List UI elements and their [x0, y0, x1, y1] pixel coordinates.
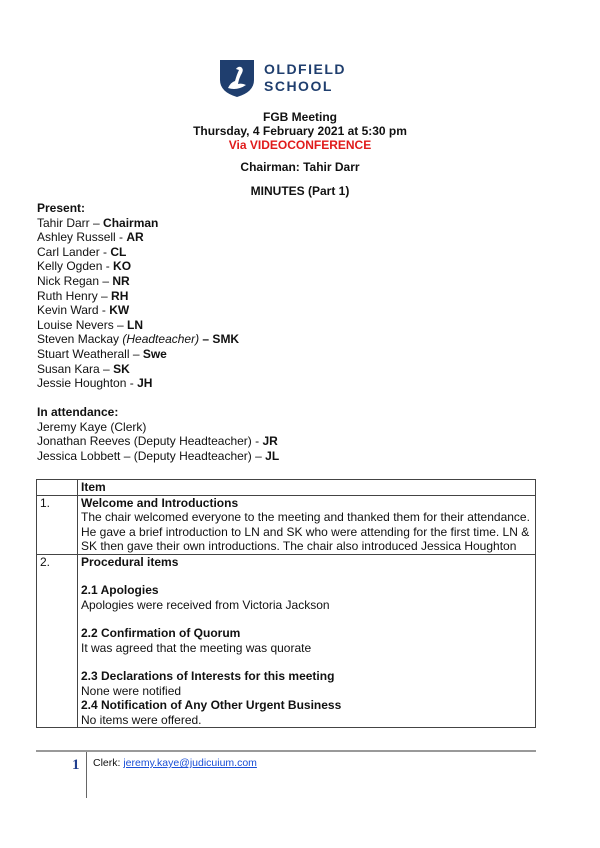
- person-initials: KO: [113, 259, 132, 274]
- attendance-heading: In attendance:: [37, 405, 119, 419]
- clerk-email-link[interactable]: jeremy.kaye@judicuium.com: [123, 757, 257, 769]
- school-logo: [218, 48, 363, 108]
- table-header-row: [37, 480, 536, 496]
- present-person: [37, 274, 239, 289]
- footer-vertical-rule: [86, 752, 87, 798]
- present-person: [37, 332, 239, 347]
- person-name: Stuart Weatherall –: [37, 346, 143, 361]
- person-initials: Chairman: [103, 215, 159, 230]
- person-initials: SK: [113, 361, 130, 376]
- person-name: Susan Kara –: [37, 361, 114, 376]
- person-initials: JH: [137, 376, 153, 391]
- attendee-name: Jessica Lobbett – (Deputy Headteacher) –: [37, 448, 266, 463]
- attendee: [37, 434, 279, 449]
- clerk-label: Clerk:: [93, 757, 124, 769]
- present-person: [37, 245, 239, 260]
- urgent-business-title: 2.4 Notification of Any Other Urgent Business: [81, 698, 342, 712]
- table-row: [37, 554, 536, 728]
- person-initials: Swe: [142, 346, 167, 361]
- apologies-title: 2.1 Apologies: [81, 583, 159, 597]
- item-title: Procedural items: [81, 554, 179, 569]
- swan-shield-icon: [218, 58, 256, 98]
- urgent-business-text: No items were offered.: [81, 712, 202, 727]
- present-list: [37, 201, 239, 391]
- attendee: [37, 420, 279, 435]
- person-initials: NR: [112, 273, 130, 288]
- attendee: [37, 449, 279, 464]
- person-name: Jessie Houghton -: [37, 376, 138, 391]
- declarations-title: 2.3 Declarations of Interests for this meeting: [81, 669, 335, 683]
- attendance-list: [37, 405, 279, 463]
- attendee-initials: JR: [262, 434, 278, 449]
- person-initials: RH: [111, 288, 129, 303]
- footer-divider: [36, 750, 536, 752]
- item-cell: [78, 554, 536, 728]
- person-initials: LN: [127, 317, 144, 332]
- apologies-text: Apologies were received from Victoria Jackson: [81, 597, 330, 612]
- quorum-title: 2.2 Confirmation of Quorum: [81, 626, 241, 640]
- logo-line-2: SCHOOL: [264, 78, 333, 94]
- person-initials: AR: [126, 230, 144, 245]
- attendee-name: Jeremy Kaye (Clerk): [37, 419, 147, 434]
- attendee-initials: JL: [265, 448, 280, 463]
- meeting-title: FGB Meeting: [263, 110, 337, 124]
- person-name: Kevin Ward -: [37, 303, 110, 318]
- clerk-contact: [93, 757, 257, 769]
- page-number: 1: [72, 757, 80, 773]
- person-name: Carl Lander -: [37, 244, 111, 259]
- logo-line-1: OLDFIELD: [264, 61, 346, 77]
- quorum-text: It was agreed that the meeting was quorate: [81, 640, 312, 655]
- person-name: Ruth Henry –: [37, 288, 112, 303]
- person-name: Nick Regan –: [37, 273, 113, 288]
- meeting-header: [0, 110, 600, 198]
- item-title: Welcome and Introductions: [81, 495, 239, 510]
- header-num-cell: [37, 480, 78, 496]
- person-name: Steven Mackay: [37, 332, 123, 347]
- declarations-text: None were notified: [81, 683, 182, 698]
- person-name: Louise Nevers –: [37, 317, 128, 332]
- minutes-title: MINUTES (Part 1): [250, 184, 350, 198]
- present-person: [37, 303, 239, 318]
- present-heading: Present:: [37, 201, 86, 215]
- item-number: 1.: [37, 495, 78, 554]
- present-person: [37, 347, 239, 362]
- item-cell: [78, 495, 536, 554]
- person-name: Ashley Russell -: [37, 230, 127, 245]
- meeting-venue: Via VIDEOCONFERENCE: [228, 138, 372, 152]
- person-initials: KW: [109, 303, 130, 318]
- header-item-cell: Item: [78, 480, 536, 496]
- present-person: [37, 259, 239, 274]
- meeting-date: Thursday, 4 February 2021 at 5:30 pm: [193, 124, 407, 138]
- person-initials: CL: [110, 244, 127, 259]
- present-person: [37, 230, 239, 245]
- chairman-line: Chairman: Tahir Darr: [240, 160, 360, 174]
- present-person: [37, 216, 239, 231]
- item-text: The chair welcomed everyone to the meeting and thanked them for their attendance. He gave a brief introduction to LN and SK who were attending for the first time. LN & SK then gave their own introductions. The chair also introduced Jessica Houghton: [81, 510, 530, 553]
- person-initials: – SMK: [199, 332, 240, 347]
- attendee-name: Jonathan Reeves (Deputy Headteacher) -: [37, 434, 263, 449]
- minutes-table: [36, 479, 536, 728]
- table-row: [37, 495, 536, 554]
- present-person: [37, 376, 239, 391]
- person-name: Tahir Darr –: [37, 215, 104, 230]
- present-person: [37, 289, 239, 304]
- present-person: [37, 318, 239, 333]
- present-person: [37, 362, 239, 377]
- person-name: Kelly Ogden -: [37, 259, 114, 274]
- school-name: [264, 61, 346, 95]
- item-number: 2.: [37, 554, 78, 728]
- person-role: (Headteacher): [122, 332, 200, 347]
